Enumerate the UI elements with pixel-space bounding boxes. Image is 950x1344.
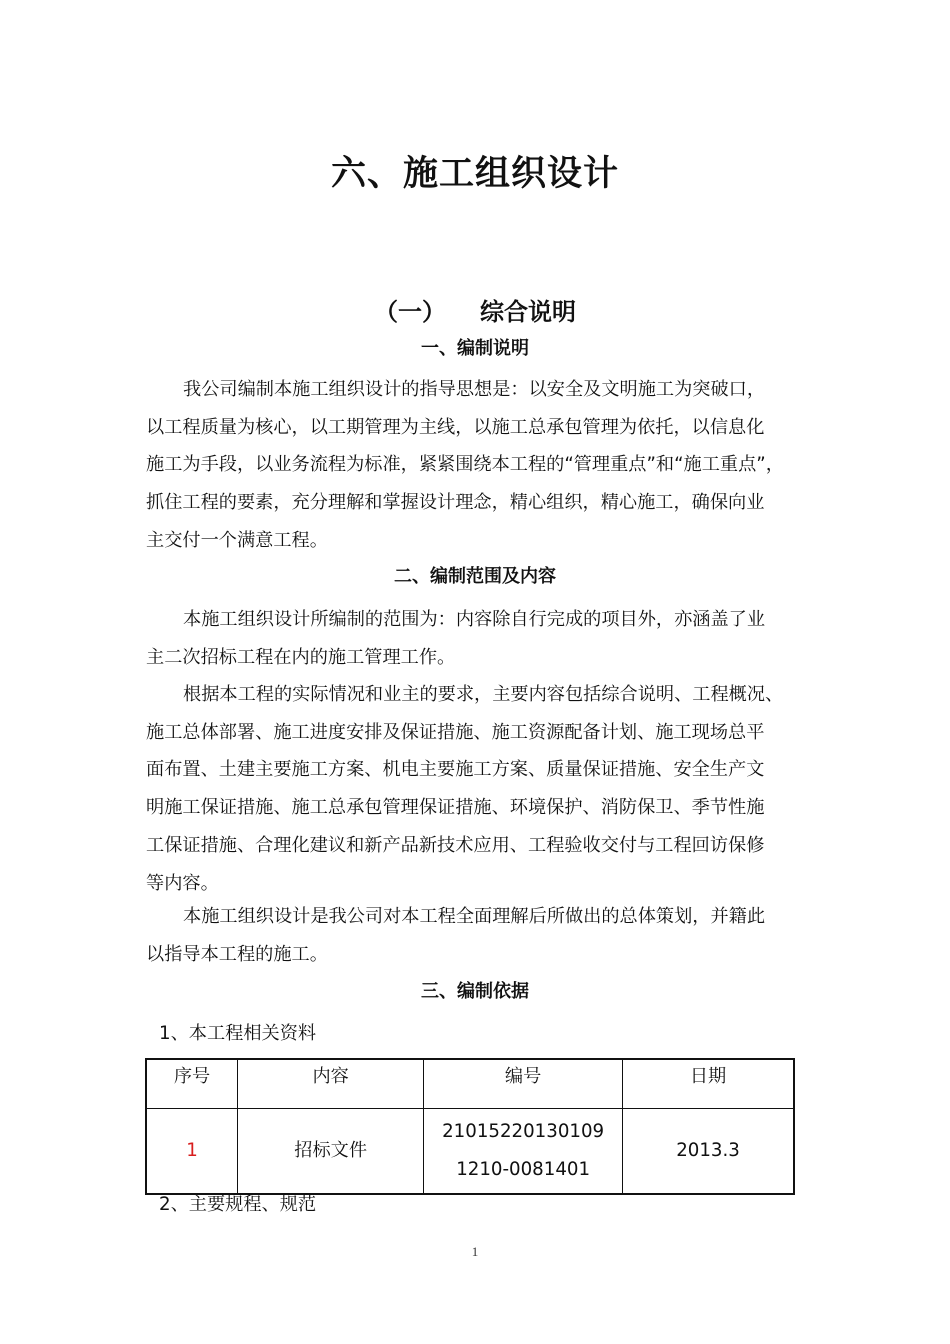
project-documents-table [145, 1058, 795, 1195]
text-line: 抓住工程的要素，充分理解和掌握设计理念，精心组织，精心施工，确保向业 [146, 492, 765, 514]
section-title: 综合说明 [480, 298, 576, 326]
text-line: 我公司编制本施工组织设计的指导思想是：以安全及文明施工为突破口， [183, 379, 766, 400]
subsection-heading-3: 三、编制依据 [421, 981, 529, 1002]
cell-code [424, 1109, 623, 1195]
code-line-1: 21015220130109 [442, 1121, 605, 1142]
text-line: 施工总体部署、施工进度安排及保证措施、施工资源配备计划、施工现场总平 [146, 721, 765, 743]
text-line: 主交付一个满意工程。 [146, 529, 328, 551]
text-line: 根据本工程的实际情况和业主的要求，主要内容包括综合说明、工程概况、 [183, 684, 784, 705]
table-row [146, 1109, 794, 1195]
header-code: 编号 [424, 1059, 623, 1109]
paragraph-purpose [146, 898, 818, 973]
cell-serial: 1 [146, 1109, 238, 1195]
text-line: 本施工组织设计所编制的范围为：内容除自行完成的项目外，亦涵盖了业 [183, 609, 766, 630]
text-line: 以工程质量为核心，以工期管理为主线，以施工总承包管理为依托，以信息化 [146, 416, 765, 438]
subsection-heading-2: 二、编制范围及内容 [394, 566, 556, 587]
section-number: （一） [374, 298, 446, 326]
section-heading [0, 292, 950, 332]
text-line: 施工为手段，以业务流程为标准，紧紧围绕本工程的“管理重点”和“施工重点”， [146, 454, 784, 476]
cell-date: 2013.3 [623, 1109, 794, 1195]
text-line: 以指导本工程的施工。 [146, 943, 328, 965]
header-serial: 序号 [146, 1059, 238, 1109]
paragraph-scope [146, 601, 818, 676]
code-line-2: 1210-0081401 [456, 1159, 591, 1180]
header-content: 内容 [238, 1059, 424, 1109]
list-item-project-materials: 1、本工程相关资料 [159, 1023, 317, 1044]
text-line: 等内容。 [146, 872, 219, 894]
table-header-row [146, 1059, 794, 1109]
list-item-regulations: 2、主要规程、规范 [159, 1194, 317, 1215]
header-date: 日期 [623, 1059, 794, 1109]
paragraph-contents [146, 676, 818, 902]
text-line: 主二次招标工程在内的施工管理工作。 [146, 646, 456, 668]
paragraph-compilation-notes [146, 371, 818, 560]
text-line: 面布置、土建主要施工方案、机电主要施工方案、质量保证措施、安全生产文 [146, 759, 765, 781]
text-line: 明施工保证措施、施工总承包管理保证措施、环境保护、消防保卫、季节性施 [146, 797, 765, 819]
subsection-heading-1: 一、编制说明 [421, 338, 529, 359]
document-title: 六、施工组织设计 [330, 154, 619, 194]
text-line: 本施工组织设计是我公司对本工程全面理解后所做出的总体策划，并籍此 [183, 906, 766, 927]
page-number: 1 [471, 1244, 479, 1259]
text-line: 工保证措施、合理化建议和新产品新技术应用、工程验收交付与工程回访保修 [146, 834, 765, 856]
cell-content: 招标文件 [238, 1109, 424, 1195]
